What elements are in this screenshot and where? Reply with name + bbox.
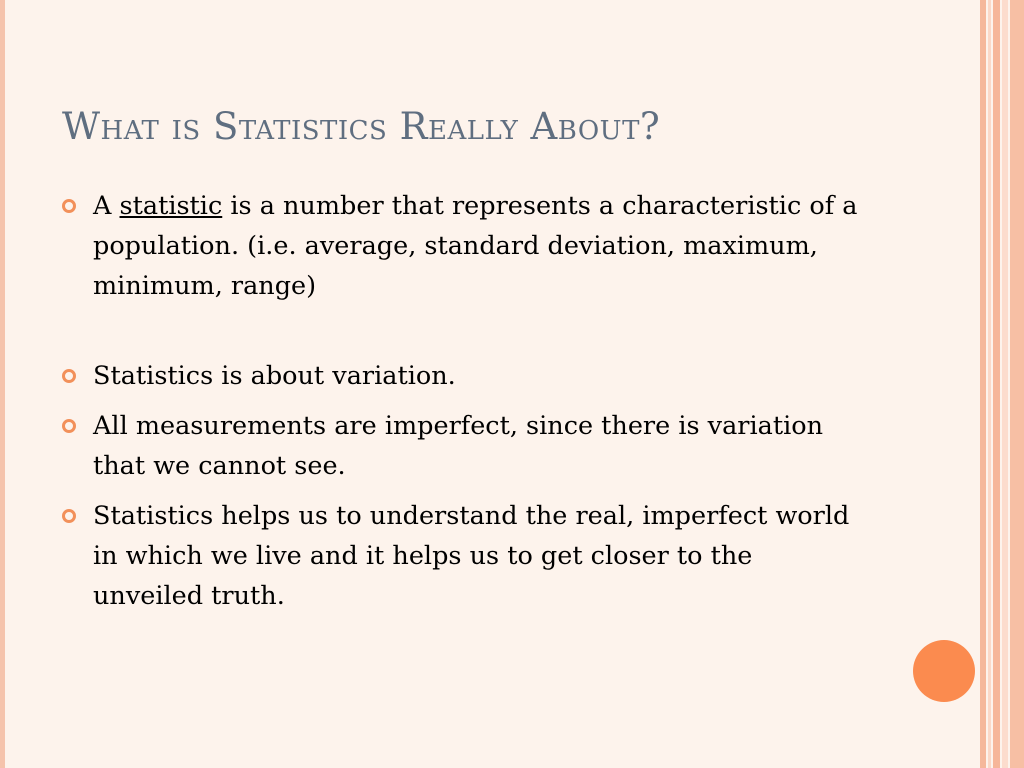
bullet-marker-icon bbox=[62, 419, 76, 433]
bullet-marker-icon bbox=[62, 509, 76, 523]
right-stripe-decoration bbox=[993, 0, 1000, 768]
right-stripe-decoration bbox=[1010, 0, 1024, 768]
bullet-text: All measurements are imperfect, since there is variation that we cannot see. bbox=[93, 411, 823, 481]
orange-circle-decoration bbox=[913, 640, 975, 702]
right-stripe-decoration bbox=[988, 0, 991, 768]
slide-title: What is Statistics Really About? bbox=[62, 105, 661, 148]
bullet-item bbox=[62, 186, 862, 306]
bullet-text-prefix: A bbox=[93, 191, 120, 221]
bullet-marker-icon bbox=[62, 199, 76, 213]
bullet-marker-icon bbox=[62, 369, 76, 383]
left-border-decoration bbox=[0, 0, 5, 768]
right-stripe-decoration bbox=[1002, 0, 1008, 768]
bullet-list bbox=[62, 186, 862, 626]
bullet-term-statistic: statistic bbox=[119, 191, 223, 221]
bullet-text: Statistics is about variation. bbox=[93, 361, 456, 391]
bullet-text: Statistics helps us to understand the real, imperfect world in which we live and it helps us to get closer to the unveiled truth. bbox=[93, 501, 850, 611]
bullet-item bbox=[62, 356, 862, 396]
bullet-text-suffix: is a number that represents a characteristic of a population. (i.e. average, standard deviation, maximum, minimum, range) bbox=[93, 191, 858, 301]
bullet-item bbox=[62, 406, 862, 486]
right-stripe-decoration bbox=[980, 0, 986, 768]
bullet-item bbox=[62, 496, 862, 616]
